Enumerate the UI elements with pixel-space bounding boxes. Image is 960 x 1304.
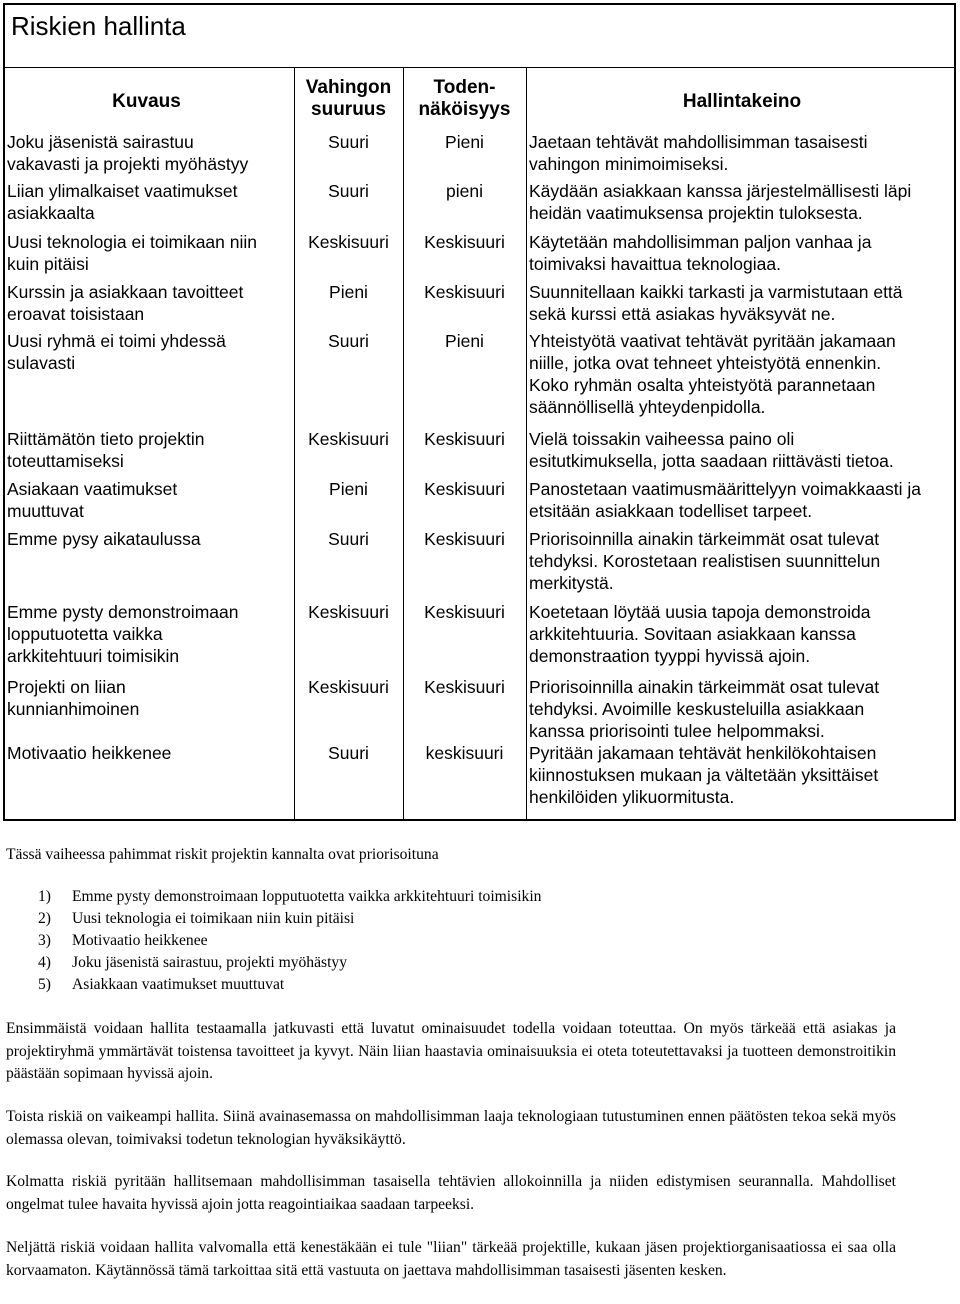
page-title: Riskien hallinta: [11, 11, 186, 41]
list-item: [38, 974, 541, 996]
row-severity: Suuri: [328, 331, 369, 351]
row-probability: Keskisuuri: [424, 282, 505, 302]
row-description: Emme pysy aikataulussa: [7, 529, 201, 549]
row-description: Uusi teknologia ei toimikaan niin kuin pitäisi: [7, 232, 257, 274]
row-probability: Pieni: [445, 331, 484, 351]
paragraph-risk-3: Kolmatta riskiä pyritään hallitsemaan mahdollisimman tasaisella tehtävien allokoinnilla ja niiden edistymisen seurannalla. Mahdolliset ongelmat tulee havaita hyvissä ajoin jotta reagointiaikaa saadaan tarpeeksi.: [6, 1173, 896, 1213]
row-probability: Keskisuuri: [424, 479, 505, 499]
row-mitigation: Pyritään jakamaan tehtävät henkilökohtaisen kiinnostuksen mukaan ja vältetään yksittäiset henkilöiden ylikuormitusta.: [529, 743, 879, 807]
row-severity: Pieni: [329, 282, 368, 302]
header-mitigation: Hallintakeino: [682, 91, 802, 112]
row-severity: Keskisuuri: [308, 677, 389, 697]
list-item: [38, 952, 541, 974]
row-severity: Keskisuuri: [308, 429, 389, 449]
list-item-text: Uusi teknologia ei toimikaan niin kuin pitäisi: [72, 910, 355, 927]
row-mitigation: Jaetaan tehtävät mahdollisimman tasaisesti vahingon minimoimiseksi.: [529, 132, 868, 174]
title-divider: [5, 67, 954, 68]
row-severity: Suuri: [328, 132, 369, 152]
list-item: [38, 930, 541, 952]
header-probability-line2: näköisyys: [418, 99, 511, 120]
row-probability: Keskisuuri: [424, 677, 505, 697]
row-mitigation: Vielä toissakin vaiheessa paino oli esitutkimuksella, jotta saadaan riittävästi tietoa.: [529, 429, 894, 471]
row-description: Motivaatio heikkenee: [7, 743, 172, 763]
row-probability: keskisuuri: [425, 743, 504, 763]
row-severity: Suuri: [328, 181, 369, 201]
row-probability: Pieni: [445, 132, 484, 152]
row-severity: Keskisuuri: [308, 232, 389, 252]
paragraph-risk-4: Neljättä riskiä voidaan hallita valvomalla että kenestäkään ei tule "liian" tärkeää projektille, kukaan jäsen projektiorganisaatiossa ei saa olla korvaamaton. Käytännössä tämä tarkoittaa sitä että vastuuta on jaettava mahdollisimman tasaisesti jäsenten kesken.: [6, 1239, 896, 1279]
row-description: Uusi ryhmä ei toimi yhdessä sulavasti: [7, 331, 226, 373]
header-probability-line1: Toden-: [433, 77, 496, 98]
row-mitigation: Käydään asiakkaan kanssa järjestelmällisesti läpi heidän vaatimuksensa projektin tuloksesta.: [529, 181, 912, 223]
row-description: Kurssin ja asiakkaan tavoitteet eroavat toisistaan: [7, 282, 244, 324]
list-item: [38, 908, 541, 930]
row-severity: Suuri: [328, 529, 369, 549]
row-description: Emme pysty demonstroimaan lopputuotetta vaikka arkkitehtuuri toimisikin: [7, 602, 239, 666]
list-item-text: Emme pysty demonstroimaan lopputuotetta vaikka arkkitehtuuri toimisikin: [72, 888, 542, 905]
row-mitigation: Priorisoinnilla ainakin tärkeimmät osat tulevat tehdyksi. Korostetaan realistisen suunnittelun merkitystä.: [529, 529, 881, 593]
list-item-number: 3): [38, 932, 51, 949]
row-mitigation: Suunnitellaan kaikki tarkasti ja varmistutaan että sekä kurssi että asiakas hyväksyvät ne.: [529, 282, 903, 324]
row-mitigation: Yhteistyötä vaativat tehtävät pyritään jakamaan niille, jotka ovat tehneet yhteistyötä ennenkin. Koko ryhmän osalta yhteistyötä parannetaan säännöllisellä yhteydenpidolla.: [529, 331, 896, 417]
list-item-text: Motivaatio heikkenee: [72, 932, 208, 949]
row-probability: pieni: [446, 181, 483, 201]
row-severity: Pieni: [329, 479, 368, 499]
row-description: Liian ylimalkaiset vaatimukset asiakkaalta: [7, 181, 238, 223]
row-severity: Suuri: [328, 743, 369, 763]
list-item-number: 1): [38, 888, 51, 905]
row-description: Riittämätön tieto projektin toteuttamiseksi: [7, 429, 205, 471]
row-mitigation: Käytetään mahdollisimman paljon vanhaa ja toimivaksi havaittua teknologiaa.: [529, 232, 872, 274]
row-mitigation: Panostetaan vaatimusmäärittelyyn voimakkaasti ja etsitään asiakkaan todelliset tarpeet.: [529, 479, 921, 521]
priorities-intro: Tässä vaiheessa pahimmat riskit projektin kannalta ovat priorisoituna: [6, 846, 439, 863]
row-probability: Keskisuuri: [424, 602, 505, 622]
row-description: Projekti on liian kunnianhimoinen: [7, 677, 140, 719]
row-probability: Keskisuuri: [424, 529, 505, 549]
list-item-text: Asiakkaan vaatimukset muuttuvat: [72, 976, 285, 993]
paragraph-risk-1: Ensimmäistä voidaan hallita testaamalla jatkuvasti että luvatut ominaisuudet todella voidaan toteuttaa. On myös tärkeää että asiakas ja projektiryhmä ymmärtävät toistensa tavoitteet ja kyvyt. Näin liian haastavia ominaisuuksia ei oteta toteutettavaksi ja tuotteen demonstroitikin päästään sopimaan hyvissä ajoin.: [6, 1020, 896, 1082]
paragraph-risk-2: Toista riskiä on vaikeampi hallita. Siinä avainasemassa on mahdollisimman laaja teknologiaan tutustuminen ennen päätösten tekoa sekä myös olemassa olevan, toimivaksi todetun teknologian hyväksikäyttö.: [6, 1108, 896, 1148]
row-mitigation: Koetetaan löytää uusia tapoja demonstroida arkkitehtuuria. Sovitaan asiakkaan kanssa demonstraation tyyppi hyvissä ajoin.: [529, 602, 871, 666]
column-divider: [526, 67, 527, 819]
row-mitigation: Priorisoinnilla ainakin tärkeimmät osat tulevat tehdyksi. Avoimille keskusteluilla asiakkaan kanssa priorisointi tulee helpommaksi.: [529, 677, 880, 741]
row-severity: Keskisuuri: [308, 602, 389, 622]
list-item-text: Joku jäsenistä sairastuu, projekti myöhästyy: [72, 954, 348, 971]
list-item-number: 4): [38, 954, 51, 971]
row-description: Asiakaan vaatimukset muuttuvat: [7, 479, 178, 521]
risk-table-sheet: [3, 3, 956, 821]
row-probability: Keskisuuri: [424, 429, 505, 449]
header-severity-line2: suuruus: [311, 99, 386, 120]
list-item-number: 5): [38, 976, 51, 993]
header-description: Kuvaus: [112, 91, 181, 112]
header-probability: [403, 77, 526, 121]
list-item: [38, 886, 541, 908]
header-severity: [294, 77, 403, 121]
row-probability: Keskisuuri: [424, 232, 505, 252]
priority-list: [38, 886, 541, 996]
header-severity-line1: Vahingon: [305, 77, 392, 98]
list-item-number: 2): [38, 910, 51, 927]
row-description: Joku jäsenistä sairastuu vakavasti ja projekti myöhästyy: [7, 132, 249, 174]
